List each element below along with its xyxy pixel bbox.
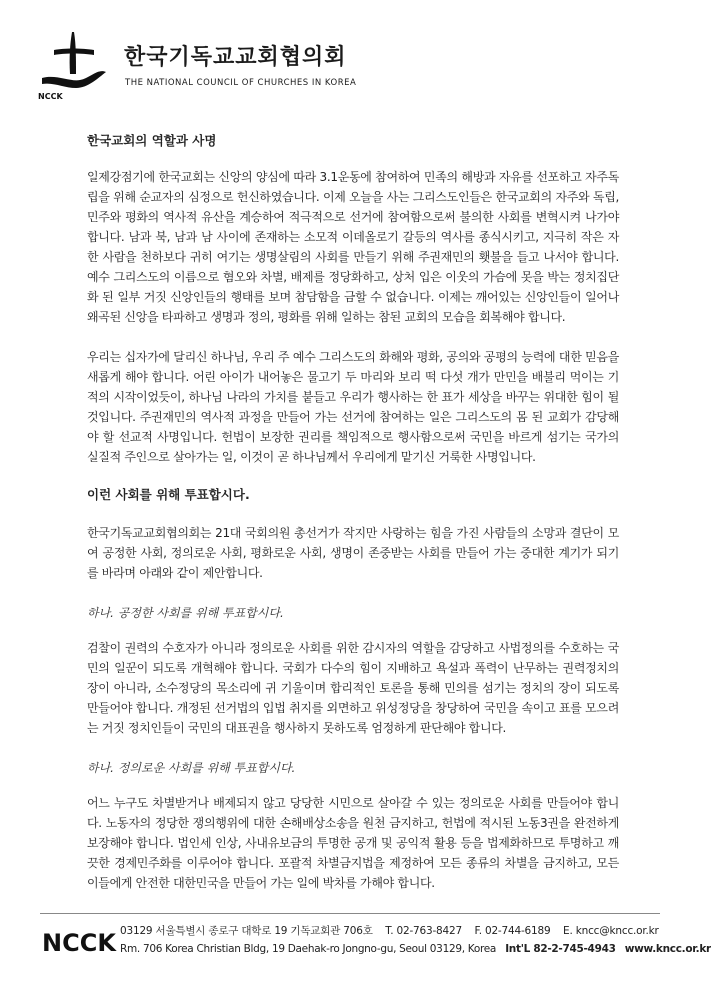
org-name-kr: 한국기독교교회협의회 bbox=[124, 45, 347, 70]
section2-intro: 한국기독교교회협의회는 21대 국회의원 총선거가 작지만 사랑하는 힘을 가진 사람들의 소망과 결단이 모여 공정한 사회, 정의로운 사회, 평화로운 사회, 생명이 존중받는 사회를 만들어 가는 중대한 계기가 되기를 바라며 아래와 같이 제안합니다. bbox=[87, 526, 619, 580]
footer-contact-kr bbox=[120, 923, 659, 938]
ncck-logo bbox=[36, 28, 110, 100]
footer-address-kr: 03129 서울특별시 종로구 대학로 19 기독교회관 706호 bbox=[120, 925, 373, 937]
footer-fax: F. 02-744-6189 bbox=[474, 925, 551, 937]
footer-tel: T. 02-763-8427 bbox=[385, 925, 462, 937]
proposal-body-1: 검찰이 권력의 수호자가 아니라 정의로운 사회를 위한 감시자의 역할을 감당하고 사법정의를 수호하는 국민의 일꾼이 되도록 개혁해야 합니다. 국회가 다수의 힘이 지배하고 욕설과 폭력이 난무하는 권력정치의 장이 아니라, 소수정당의 목소리에 귀 기울이며 합리적인 토론을 통해 민의를 섬기는 정치의 장이 되도록 만들어야 합니다. 개정된 선거법의 입법 취지를 외면하고 위성정당을 창당하여 국민을 속이고 표를 모으려는 거짓 정치인들이 국민의 대표권을 행사하지 못하도록 엄정하게 판단해야 합니다. bbox=[87, 641, 619, 735]
section1-paragraph-2: 우리는 십자가에 달리신 하나님, 우리 주 예수 그리스도의 화해와 평화, 공의와 공평의 능력에 대한 믿음을 새롭게 해야 합니다. 어린 아이가 내어놓은 물고기 두 마리와 보리 떡 다섯 개가 만민을 배불리 먹이는 기적의 시작이었듯이, 하나님 나라의 가치를 붙들고 우리가 행사하는 한 표가 세상을 바꾸는 위대한 힘이 될 것입니다. 주권재민의 역사적 과정을 만들어 가는 선거에 참여하는 일은 그리스도의 몸 된 교회가 감당해야 할 선교적 사명입니다. 헌법이 보장한 권리를 책임적으로 행사함으로써 국민을 바르게 섬기는 국가의 실질적 주인으로 살아가는 일, 이것이 곧 하나님께서 우리에게 맡기신 거룩한 사명입니다. bbox=[87, 350, 619, 464]
footer-intl-tel: Int'L 82-2-745-4943 bbox=[505, 943, 616, 955]
statement-body bbox=[87, 128, 619, 893]
footer-website[interactable]: www.kncc.or.kr bbox=[624, 943, 711, 955]
org-name-en: THE NATIONAL COUNCIL OF CHURCHES IN KOREA bbox=[125, 78, 357, 88]
footer-contact-en bbox=[120, 943, 711, 955]
proposal-body-2: 어느 누구도 차별받거나 배제되지 않고 당당한 시민으로 살아갈 수 있는 정의로운 사회를 만들어야 합니다. 노동자의 정당한 쟁의행위에 대한 손해배상소송을 원천 금지하고, 헌법에 적시된 노동3권을 완전하게 보장해야 합니다. 법인세 인상, 사내유보금의 투명한 공개 및 공익적 활용 등을 법제화하므로 투명하고 깨끗한 경제민주화를 이루어야 합니다. 포괄적 차별금지법을 제정하여 모든 종류의 차별을 금지하고, 모든 이들에게 안전한 대한민국을 만들어 가는 일에 박차를 가해야 합니다. bbox=[87, 796, 619, 890]
footer-email[interactable]: E. kncc@kncc.or.kr bbox=[563, 925, 659, 937]
section1-heading: 한국교회의 역할과 사명 bbox=[87, 133, 217, 148]
logo-mark-text: NCCK bbox=[38, 92, 63, 101]
section1-paragraph-1: 일제강점기에 한국교회는 신앙의 양심에 따라 3.1운동에 참여하여 민족의 해방과 자유를 선포하고 자주독립을 위해 순교자의 심정으로 헌신하였습니다. 이제 오늘을 사는 그리스도인들은 한국교회의 자주와 독립, 민주와 평화의 역사적 유산을 계승하여 적극적으로 선거에 참여함으로써 불의한 사회를 변혁시켜 나가야 합니다. 남과 북, 남과 남 사이에 존재하는 소모적 이데올로기 갈등의 역사를 종식시키고, 지극히 작은 자 한 사람을 천하보다 귀히 여기는 생명살림의 사회를 만들기 위해 주권재민의 횃불을 들고 나서야 합니다. 예수 그리스도의 이름으로 혐오와 차별, 배제를 정당화하고, 상처 입은 이웃의 가슴에 못을 박는 정치집단화 된 일부 거짓 신앙인들의 행태를 보며 참담함을 금할 수 없습니다. 이제는 깨어있는 신앙인들이 일어나 왜곡된 신앙을 타파하고 생명과 정의, 평화를 위해 일하는 참된 교회의 모습을 회복해야 합니다. bbox=[87, 170, 619, 324]
footer bbox=[42, 921, 711, 971]
section2-heading: 이런 사회를 위해 투표합시다. bbox=[87, 487, 250, 502]
ncck-footer-logo bbox=[42, 927, 116, 957]
proposal-title-2: 하나. 정의로운 사회를 위해 투표합시다. bbox=[87, 761, 296, 775]
footer-address-en: Rm. 706 Korea Christian Bldg, 19 Daehak-ro Jongno-gu, Seoul 03129, Korea bbox=[120, 943, 497, 955]
proposal-title-1: 하나. 공정한 사회를 위해 투표합시다. bbox=[87, 606, 284, 620]
footer-divider bbox=[40, 913, 660, 914]
letterhead bbox=[30, 28, 670, 108]
footer-logo-text: NCCK bbox=[42, 929, 116, 957]
